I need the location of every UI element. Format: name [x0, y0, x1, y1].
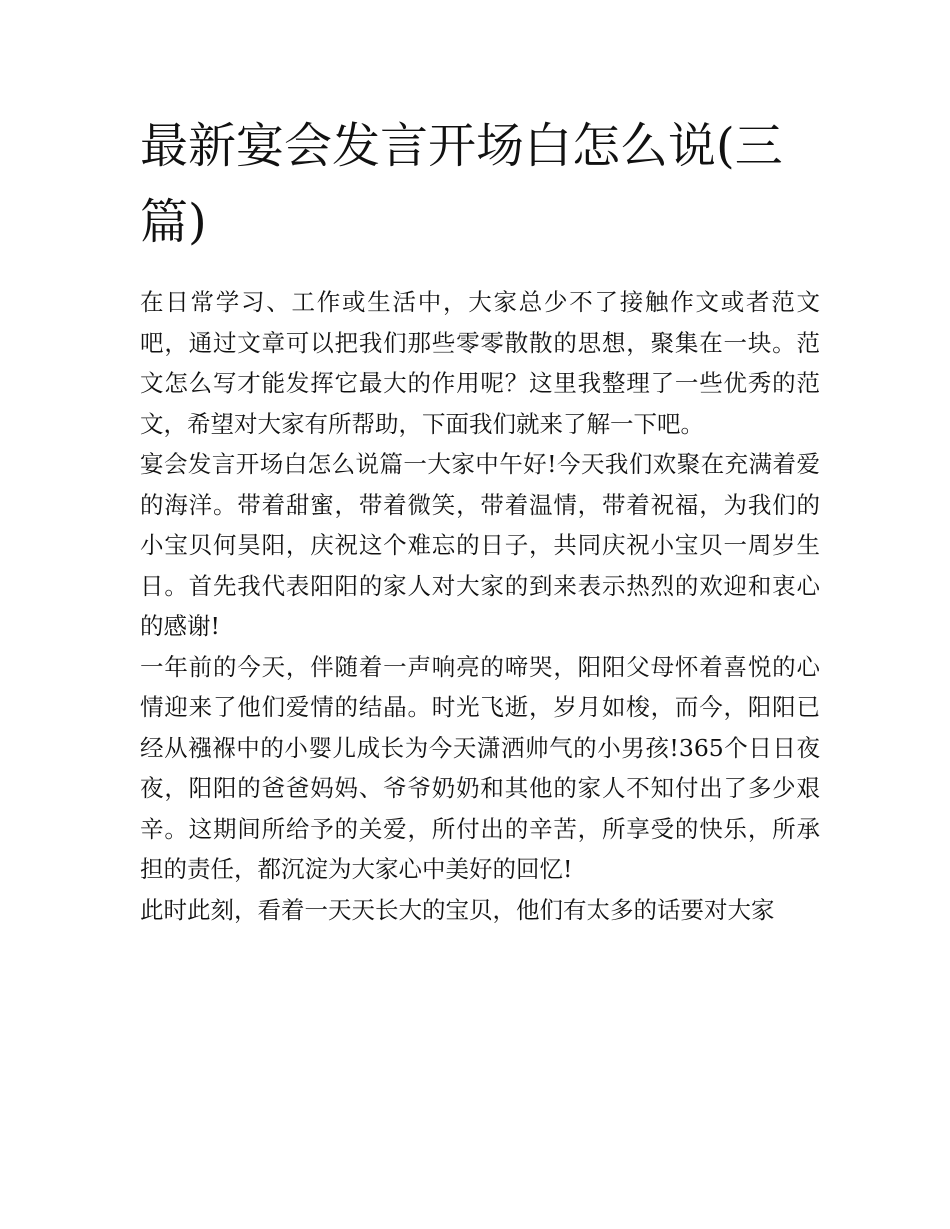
document-title: 最新宴会发言开场白怎么说(三篇) — [140, 118, 783, 250]
document-body — [140, 282, 820, 930]
paragraph-speech-one: 宴会发言开场白怎么说篇一大家中午好!今天我们欢聚在充满着爱的海洋。带着甜蜜，带着微笑，带着温情，带着祝福，为我们的小宝贝何昊阳，庆祝这个难忘的日子，共同庆祝小宝贝一周岁生日。首先我代表阳阳的家人对大家的到来表示热烈的欢迎和衷心的感谢! — [140, 450, 820, 640]
paragraph-this-moment: 此时此刻，看着一天天长大的宝贝，他们有太多的话要对大家 — [140, 895, 775, 924]
paragraph-intro: 在日常学习、工作或生活中，大家总少不了接触作文或者范文吧，通过文章可以把我们那些零零散散的思想，聚集在一块。范文怎么写才能发挥它最大的作用呢？这里我整理了一些优秀的范文，希望对大家有所帮助，下面我们就来了解一下吧。 — [140, 288, 820, 438]
paragraph-one-year-ago: 一年前的今天，伴随着一声响亮的啼哭，阳阳父母怀着喜悦的心情迎来了他们爱情的结晶。时光飞逝，岁月如梭，而今，阳阳已经从襁褓中的小婴儿成长为今天潇洒帅气的小男孩!365个日日夜夜，阳阳的爸爸妈妈、爷爷奶奶和其他的家人不知付出了多少艰辛。这期间所给予的关爱，所付出的辛苦，所享受的快乐，所承担的责任，都沉淀为大家心中美好的回忆! — [140, 652, 820, 883]
